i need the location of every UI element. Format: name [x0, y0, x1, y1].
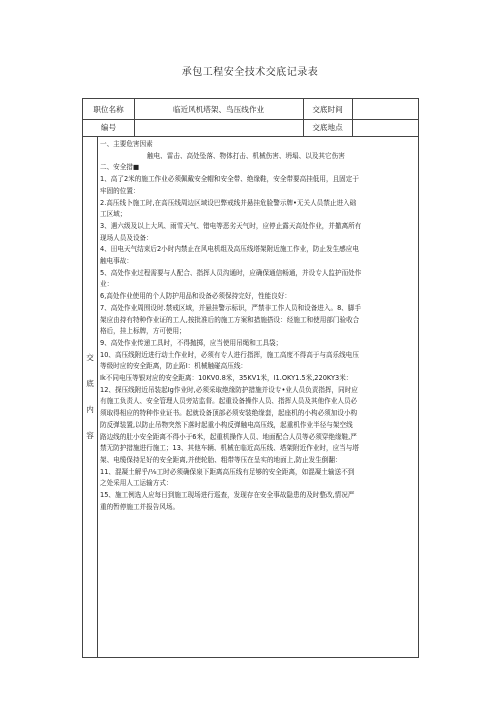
content-line: 架、电缆保持足好的安全距离,并使轮胎、粗带等压在呈实的地面上,防止发生倒翻： [100, 455, 342, 464]
content-line: 禁无防护措施进行施工；13、其他车辆、机械在临近高压线、塔架附近作业时，应当与塔 [100, 444, 359, 453]
content-line: 2.高压线卜施工时,在高压线周边区域设巴弊戒线并悬挂危脸警示牌•无关人员禁止进入础 [100, 198, 357, 207]
content-line: 重的暂停施工并报告风场。 [100, 502, 180, 511]
content-line: 11、混凝土解乎/⅛工时必须确保泉下距离高压线有足够的安全距离，如混凝土输送不到 [100, 467, 355, 476]
content-line: 牢固的位置： [100, 186, 140, 195]
disclosure-place-value [352, 119, 418, 136]
content-line: 9、高处作业传递工具时，不得抛掷，应当使用吊绳和工具袋； [100, 338, 283, 347]
post-name-label: 职位名称 [83, 99, 135, 119]
content-line: 架应由持有特种作业证的工人,按批准后的施工方案和措施搭设：经施工和使用部门验收合 [100, 315, 360, 324]
side-char: 底 [86, 378, 94, 388]
disclosure-place-label: 交底地点 [303, 119, 353, 136]
content-line: 现场人员及设备： [100, 233, 153, 242]
content-line: 15、施工例选人应每日到施工现场进行巡查，发现存在安全事故隐患的及时整改,情况严 [100, 491, 355, 500]
disclosure-time-label: 交底时间 [303, 99, 353, 119]
disclosure-content [97, 137, 416, 657]
content-line: Ik不同电压等银对应的安全距离：10KV0.8米，35KV1米，I1.OKY1.5米,220KY3米： [100, 374, 353, 383]
side-char: 容 [86, 430, 94, 440]
content-line: 3、遇六级及以上大风、雨雪天气、错电等恶劣天气时，应停止露天高处作业，并撤离所有 [100, 221, 362, 230]
content-line: 须取得相应的特种作业证书。起就设备顶部必须安装绝缘套，起座机的小构必须加设小构 [100, 409, 358, 418]
section-heading: 二、安全措■ [100, 163, 140, 172]
content-line: 12、探压线附近吊装起Ig作业时,必须采取绝缘防护措施并设专•业人员负责指挥，同时应 [100, 385, 358, 394]
document-title: 承包工程安全技术交底记录表 [181, 67, 319, 78]
content-line: 4、田电天气结束后2小时内禁止在风电机组及高压线塔架附近施工作业，防止发生感应电 [100, 245, 359, 254]
disclosure-content-label [83, 136, 98, 657]
side-char: 交 [86, 352, 94, 362]
number-label: 编号 [83, 119, 135, 136]
content-line: 5、高处作业过程需要与人配合、指挥人员沟通时，应确保通信畅通，并设专人监护而处作 [100, 268, 362, 277]
content-line: 业： [100, 280, 114, 289]
content-line: 之处采用人工运输方式： [100, 479, 173, 488]
content-line: 路边线的肚小安全距离不得小于6米，起重机操作人员、地面配合人员等必须穿绝缘鞋,严 [100, 432, 357, 441]
content-line: 触电事故： [100, 257, 133, 266]
side-char: 内 [86, 404, 94, 414]
disclosure-record-table [82, 98, 419, 658]
hazard-list: 触电、雷击、高处坠落、物体打击、机械伤害、坍塌、以及其它伤害 [147, 151, 345, 160]
header-row-1 [83, 99, 418, 120]
content-line: 7、高处作业周围设时.禁戒区域，并悬挂警示标识，严禁非工作人员和设备进入。8、脚手 [100, 303, 362, 312]
content-line: 格后，挂上标牌，方可使用； [100, 327, 186, 336]
content-line: 6,高处作业使用的个人防护用品和设备必须保持完好，性能良好： [100, 292, 291, 301]
disclosure-time-value [352, 99, 418, 119]
content-line: 等级时应的安全距离，防止跖I：机械触碰高压线： [100, 362, 248, 371]
content-line: 工区域； [100, 210, 127, 219]
content-line: 防反弹装置,以防止吊物突然下落时起重小构反弹触电高压线，起重机作业半径与架空线 [100, 420, 353, 429]
section-heading: 一、主要危害因素 [100, 140, 153, 148]
number-value [134, 119, 304, 136]
content-line: 有施工负责人、安全管理人员旁站监督。起重设备操作人员、指挥人员及其他作业人员必 [100, 397, 358, 406]
content-line: 10、高压线附近进行动土作业时，必须有专人进行指挥，施工高度不得高于与高乐线电压 [100, 350, 359, 359]
content-line: 1、高了2米的施工作业必须佩戴安全帽和安全带、绝缘鞋，安全带要高挂低用，且固定于 [100, 175, 359, 184]
post-name-value: 临近风机塔架、鸟压线作业 [134, 99, 304, 119]
header-row-2 [83, 119, 418, 137]
